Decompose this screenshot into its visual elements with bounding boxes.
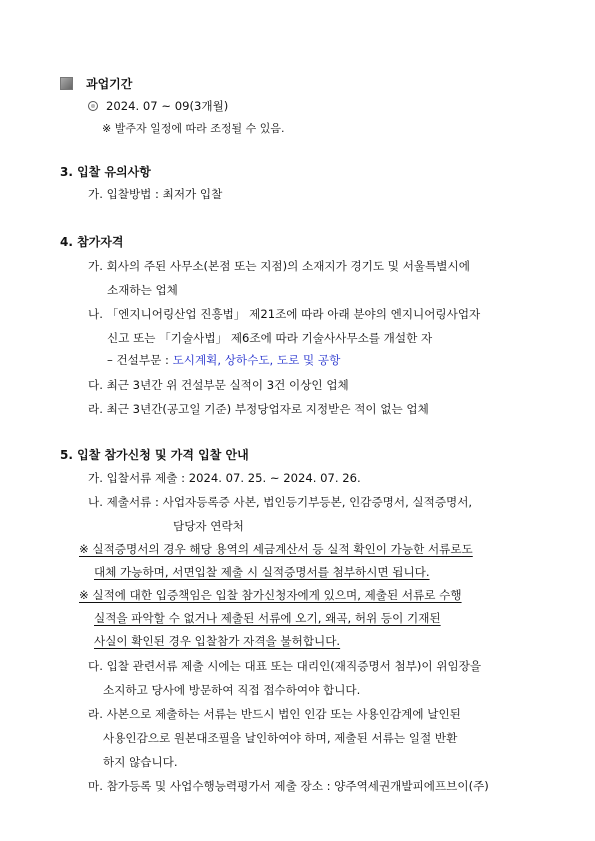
sec5-item-d-line3: 하지 않습니다. xyxy=(103,755,178,769)
sec4-item-b-line2: 신고 또는 「기술사법」 제6조에 따라 기술사사무소를 개설한 자 xyxy=(107,331,433,345)
sec5-item-c-line1: 다. 입찰 관련서류 제출 시에는 대표 또는 대리인(재직증명서 첨부)이 위임장을 xyxy=(88,659,482,673)
sec5-note2-line3: 사실이 확인된 경우 입찰참가 자격을 불허합니다. xyxy=(94,634,341,648)
circle-bullet-icon xyxy=(88,101,98,111)
sec5-item-c-line2: 소지하고 당사에 방문하여 직접 접수하여야 합니다. xyxy=(103,683,361,697)
sec4-item-c: 다. 최근 3년간 위 건설부문 실적이 3건 이상인 업체 xyxy=(88,378,349,392)
sec5-note2-line1: ※ 실적에 대한 입증책임은 입찰 참가신청자에게 있으며, 제출된 서류로 수행 xyxy=(79,588,462,602)
square-bullet-icon xyxy=(60,77,73,90)
period-dates-line xyxy=(88,98,228,114)
sec4-construction-fields xyxy=(107,352,340,368)
sec4-item-d: 라. 최근 3년간(공고일 기준) 부정당업자로 지정받은 적이 없는 업체 xyxy=(88,402,429,416)
construction-prefix: – 건설부문 : xyxy=(107,353,169,367)
sec5-item-e: 마. 참가등록 및 사업수행능력평가서 제출 장소 : 양주역세권개발피에프브이(주) xyxy=(88,779,489,793)
sec5-item-a: 가. 입찰서류 제출 : 2024. 07. 25. ~ 2024. 07. 26. xyxy=(88,471,361,485)
section-5-title: 5. 입찰 참가신청 및 가격 입찰 안내 xyxy=(60,448,249,462)
sec5-item-b-line2: 담당자 연락처 xyxy=(173,519,244,533)
sec4-item-b-line1: 나. 「엔지니어링산업 진흥법」 제21조에 따라 아래 분야의 엔지니어링사업자 xyxy=(88,307,481,321)
sec5-note1-line1: ※ 실적증명서의 경우 해당 용역의 세금계산서 등 실적 확인이 가능한 서류로도 xyxy=(79,542,473,556)
sec5-item-d-line2: 사용인감으로 원본대조필을 날인하여야 하며, 제출된 서류는 일절 반환 xyxy=(103,731,458,745)
sec5-item-d-line1: 라. 사본으로 제출하는 서류는 반드시 법인 인감 또는 사용인감계에 날인된 xyxy=(88,707,461,721)
sec3-item-a: 가. 입찰방법 : 최저가 입찰 xyxy=(88,187,223,201)
sec4-item-a-line2: 소재하는 업체 xyxy=(107,283,178,297)
period-dates: 2024. 07 ~ 09(3개월) xyxy=(106,99,229,113)
construction-fields: 도시계획, 상하수도, 도로 및 공항 xyxy=(172,353,341,367)
sec5-note1-line2: 대체 가능하며, 서면입찰 제출 시 실적증명서를 첨부하시면 됩니다. xyxy=(94,565,430,579)
sec5-item-b-line1: 나. 제출서류 : 사업자등록증 사본, 법인등기부등본, 인감증명서, 실적증명서, xyxy=(88,495,473,509)
period-heading: 과업기간 xyxy=(86,77,133,91)
sec4-item-a-line1: 가. 회사의 주된 사무소(본점 또는 지점)의 소재지가 경기도 및 서울특별시에 xyxy=(88,259,470,273)
section-3-title: 3. 입찰 유의사항 xyxy=(60,165,151,179)
period-note: ※ 발주자 일정에 따라 조정될 수 있음. xyxy=(102,122,285,135)
section-4-title: 4. 참가자격 xyxy=(60,235,124,249)
sec5-note2-line2: 실적을 파악할 수 없거나 제출된 서류에 오기, 왜곡, 허위 등이 기재된 xyxy=(94,611,441,625)
